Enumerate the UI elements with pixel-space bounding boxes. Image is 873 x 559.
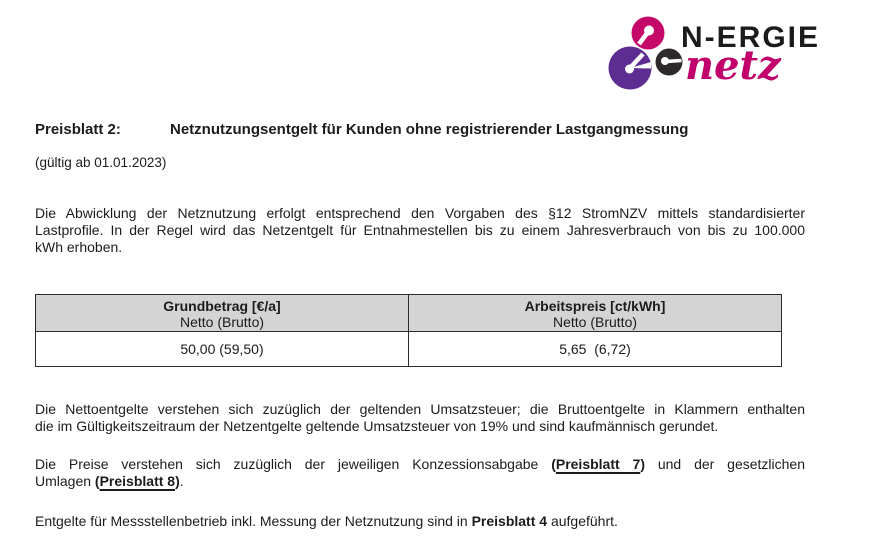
ref-label: Preisblatt 7 bbox=[555, 456, 641, 472]
nergie-netz-logo bbox=[605, 10, 855, 100]
price-table-header-row bbox=[36, 295, 782, 332]
metering-note-paragraph bbox=[35, 513, 805, 530]
concession-text-tail: und der gesetzlichen bbox=[657, 456, 806, 472]
ref-open-paren: ( bbox=[551, 456, 556, 472]
ref-close-paren: ) bbox=[175, 473, 180, 490]
tax-note-line: Die Nettoentgelte verstehen sich zuzüglich der geltenden Umsatzsteuer; die Bruttoentgelte in Klammern enthalten bbox=[35, 401, 805, 417]
preisblatt-7-link[interactable] bbox=[551, 456, 645, 472]
metering-text-before: Entgelte für Messstellenbetrieb inkl. Messung der Netznutzung sind in bbox=[35, 513, 468, 529]
price-table-header-arbeitspreis bbox=[409, 295, 782, 332]
brand-wordmark: N-ERGIE bbox=[681, 21, 821, 54]
preisblatt-8-link[interactable] bbox=[95, 473, 180, 489]
metering-text-after: aufgeführt. bbox=[550, 513, 618, 529]
column-subheader: Netto (Brutto) bbox=[179, 314, 265, 330]
concession-note-line1 bbox=[35, 456, 805, 473]
logo-dot-dark bbox=[661, 57, 669, 65]
intro-paragraph bbox=[35, 205, 805, 257]
price-table-header-grundbetrag bbox=[36, 295, 409, 332]
intro-line: kWh erhoben. bbox=[35, 239, 123, 256]
subbrand-wordmark: netz bbox=[685, 42, 781, 89]
sentence-period: . bbox=[179, 473, 184, 490]
tax-note-paragraph bbox=[35, 401, 805, 435]
ref-close-paren: ) bbox=[640, 456, 645, 472]
logo-dot-magenta bbox=[644, 26, 654, 36]
arbeitspreis-value: 5,65 (6,72) bbox=[409, 332, 782, 367]
logo-dot-purple bbox=[625, 65, 634, 74]
column-subheader: Netto (Brutto) bbox=[552, 314, 638, 330]
intro-line: Lastprofile. In der Regel wird das Netzentgelt für Entnahmestellen bis zu einem Jahresverbrauch von bis zu 100.000 bbox=[35, 222, 805, 239]
title-text: Netznutzungsentgelt für Kunden ohne registrierender Lastgangmessung bbox=[170, 121, 689, 138]
concession-note-paragraph bbox=[35, 456, 805, 490]
title-label: Preisblatt 2: bbox=[35, 121, 121, 138]
ref-label: Preisblatt 8 bbox=[99, 473, 176, 490]
price-table bbox=[35, 294, 782, 367]
concession-note-line2 bbox=[35, 473, 805, 490]
price-table-value-row bbox=[36, 332, 782, 367]
validity-date: (gültig ab 01.01.2023) bbox=[35, 155, 167, 170]
concession-text2: Umlagen bbox=[35, 473, 92, 490]
ref-open-paren: ( bbox=[94, 473, 100, 490]
preisblatt-4-ref: Preisblatt 4 bbox=[471, 513, 548, 529]
tax-note-line: die im Gültigkeitszeitraum der Netzentgelte geltende Umsatzsteuer von 19% und sind kaufmännisch gerundet. bbox=[35, 418, 719, 435]
concession-text: Die Preise verstehen sich zuzüglich der jeweiligen Konzessionsabgabe bbox=[35, 456, 539, 472]
intro-line: Die Abwicklung der Netznutzung erfolgt entsprechend den Vorgaben des §12 StromNZV mittels standardisierter bbox=[35, 205, 805, 221]
column-header: Arbeitspreis [ct/kWh] bbox=[524, 298, 666, 314]
document-title bbox=[35, 121, 805, 139]
column-header: Grundbetrag [€/a] bbox=[163, 298, 281, 314]
grundbetrag-value: 50,00 (59,50) bbox=[36, 332, 409, 367]
